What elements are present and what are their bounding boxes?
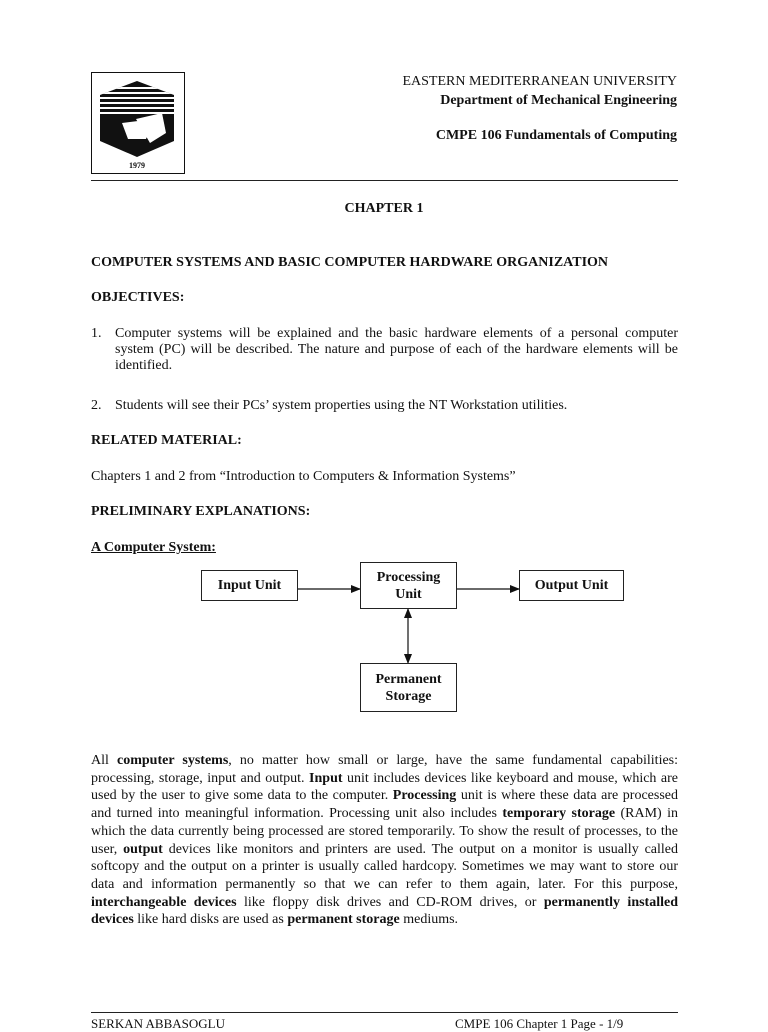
- body-text: mediums.: [399, 912, 459, 928]
- related-heading: RELATED MATERIAL:: [91, 433, 242, 448]
- output-unit-box: [519, 570, 624, 601]
- related-text: Chapters 1 and 2 from “Introduction to Computers & Information Systems”: [91, 469, 516, 484]
- body-bold-text: permanent storage: [287, 912, 400, 928]
- output-unit-label: Output Unit: [534, 578, 609, 593]
- body-bold-text: permanently installed devices: [91, 894, 679, 928]
- processing-unit-label-line1: Processing: [376, 569, 441, 585]
- permanent-storage-box: [360, 663, 457, 712]
- body-paragraph: [91, 752, 678, 929]
- footer-rule: [91, 1012, 678, 1013]
- course-name: CMPE 106 Fundamentals of Computing: [435, 128, 677, 143]
- body-bold-text: computer systems: [117, 753, 229, 768]
- body-text: All: [91, 753, 118, 768]
- permanent-storage-label-line2: Storage: [385, 688, 432, 704]
- input-unit-label: Input Unit: [217, 578, 282, 593]
- body-bold-text: temporary storage: [502, 806, 616, 822]
- body-bold-text: interchangeable devices: [91, 894, 237, 910]
- body-text: like hard disks are used as: [133, 912, 288, 928]
- footer-page-info: CMPE 106 Chapter 1 Page - 1/9: [455, 1016, 624, 1031]
- objective-text: Computer systems will be explained and the basic hardware elements of a personal computer system (PC) will be described. The nature and purpose of each of the hardware elements will be identified.: [115, 326, 678, 373]
- preliminary-heading: PRELIMINARY EXPLANATIONS:: [91, 504, 311, 519]
- objective-number: 1.: [91, 326, 102, 341]
- university-name: EASTERN MEDITERRANEAN UNIVERSITY: [402, 74, 677, 89]
- footer-author: SERKAN ABBASOGLU: [91, 1016, 225, 1031]
- body-bold-text: Processing: [392, 788, 457, 804]
- body-text: like floppy disk drives and CD-ROM drives, or: [236, 894, 544, 910]
- body-text: (RAM) in which the data currently being processed are stored temporarily. To show the result of processes, to the user,: [91, 806, 678, 857]
- computer-system-subheading: A Computer System:: [91, 540, 216, 555]
- processing-unit-label-line2: Unit: [395, 586, 422, 602]
- body-text: unit includes devices like keyboard and mouse, which are used by the user to give some data to the computer.: [91, 770, 679, 804]
- chapter-title: CHAPTER 1: [344, 201, 424, 216]
- body-text: devices like monitors and printers are used. The output on a monitor is usually called softcopy and the output on a printer is usually called hardcopy. Sometimes we may want to store our data and information permanently so that we can refer to them again, later. For this purpose,: [91, 841, 678, 892]
- body-text: unit is where these data are processed and turned into meaningful information. Processing unit also includes: [91, 788, 678, 822]
- objective-text: Students will see their PCs’ system properties using the NT Workstation utilities.: [115, 398, 568, 413]
- permanent-storage-label-line1: Permanent: [375, 671, 442, 687]
- body-text: , no matter how small or large, have the same fundamental capabilities: processing, storage, input and output.: [91, 753, 679, 786]
- document-title: COMPUTER SYSTEMS AND BASIC COMPUTER HARDWARE ORGANIZATION: [91, 255, 609, 270]
- body-bold-text: output: [123, 841, 163, 857]
- logo-year: 1979: [129, 161, 145, 170]
- objective-number: 2.: [91, 398, 102, 413]
- input-unit-box: [201, 570, 298, 601]
- body-bold-text: Input: [309, 770, 343, 786]
- objectives-heading: OBJECTIVES:: [91, 290, 185, 305]
- department-name: Department of Mechanical Engineering: [440, 93, 677, 108]
- processing-unit-box: [360, 562, 457, 609]
